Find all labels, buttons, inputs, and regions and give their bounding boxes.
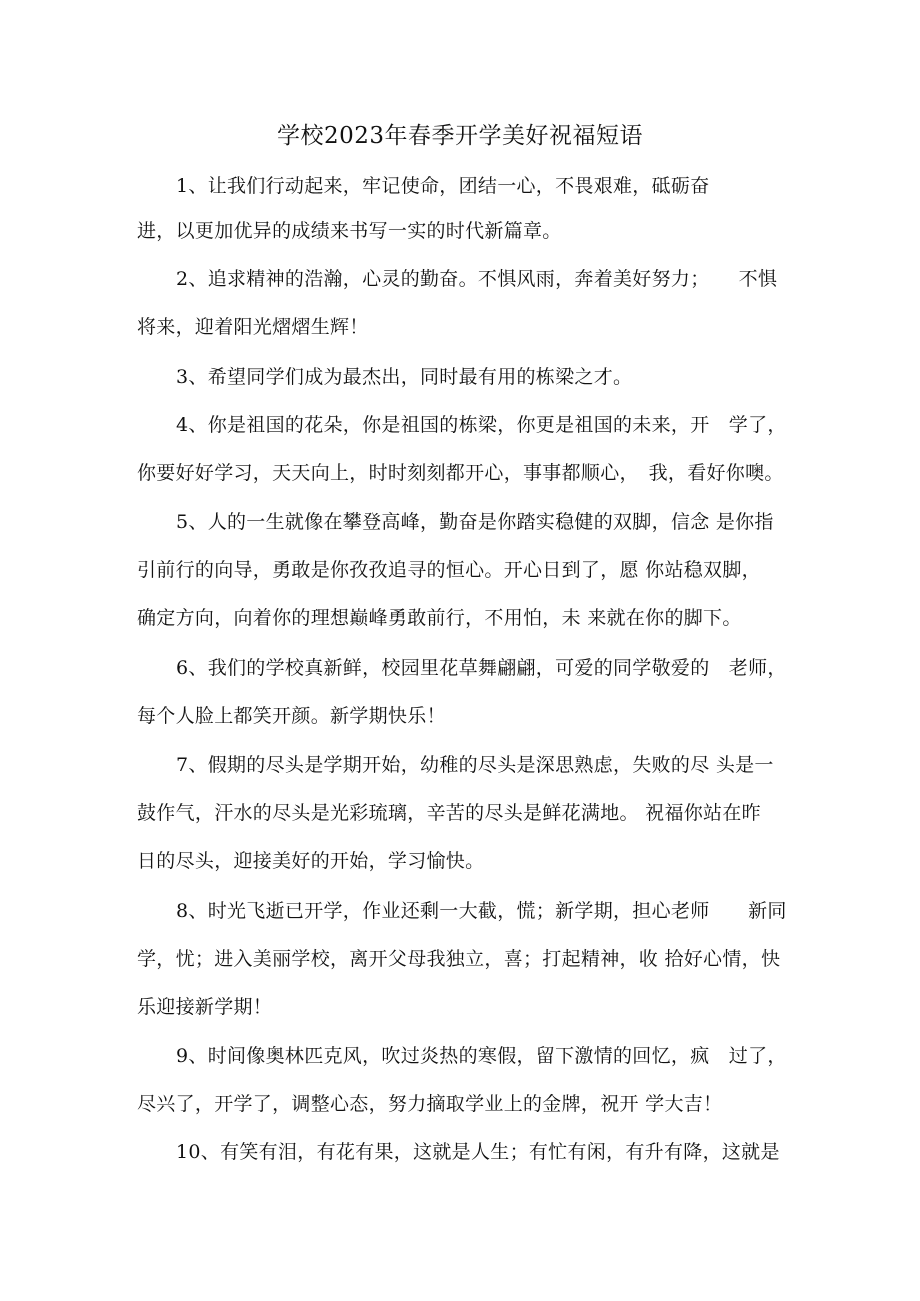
paragraph-5-line-1: 5、人的一生就像在攀登高峰，勤奋是你踏实稳健的双脚，信念 是你指 <box>176 511 774 533</box>
paragraph-4-line-1: 4、你是祖国的花朵，你是祖国的栋梁，你更是祖国的未来，开 学了， <box>176 414 787 436</box>
paragraph-9-line-1: 9、时间像奥林匹克风，吹过炎热的寒假，留下激情的回忆，疯 过了， <box>176 1045 787 1067</box>
paragraph-1-line-1: 1、让我们行动起来，牢记使命，团结一心，不畏艰难，砥砺奋 <box>176 175 710 197</box>
paragraph-8-line-3: 乐迎接新学期！ <box>137 996 273 1018</box>
paragraph-6-line-1: 6、我们的学校真新鲜，校园里花草舞翩翩，可爱的同学敬爱的 老师， <box>176 657 787 679</box>
paragraph-8-line-1: 8、时光飞逝已开学，作业还剩一大截，慌；新学期，担心老师 新同 <box>176 900 787 922</box>
paragraph-9-line-2: 尽兴了，开学了，调整心态，努力摘取学业上的金牌，祝开 学大吉！ <box>137 1093 723 1115</box>
paragraph-8-line-2: 学，忧；进入美丽学校，离开父母我独立，喜；打起精神，收 拾好心情，快 <box>137 948 781 970</box>
paragraph-2-line-2: 将来，迎着阳光熠熠生辉！ <box>137 316 369 338</box>
paragraph-5-line-3: 确定方向，向着你的理想巅峰勇敢前行，不用怕，未 来就在你的脚下。 <box>137 607 742 629</box>
paragraph-5-line-2: 引前行的向导，勇敢是你孜孜追寻的恒心。开心日到了，愿 你站稳双脚， <box>137 559 761 581</box>
paragraph-2-line-1: 2、追求精神的浩瀚，心灵的勤奋。不惧风雨，奔着美好努力； 不惧 <box>176 268 778 290</box>
paragraph-1-line-2: 进，以更加优异的成绩来书写一实的时代新篇章。 <box>137 220 562 242</box>
paragraph-3-line-1: 3、希望同学们成为最杰出，同时最有用的栋梁之才。 <box>176 366 633 388</box>
document-title: 学校2023年春季开学美好祝福短语 <box>276 123 644 149</box>
paragraph-6-line-2: 每个人脸上都笑开颜。新学期快乐！ <box>137 705 446 727</box>
paragraph-7-line-3: 日的尽头，迎接美好的开始，学习愉快。 <box>137 850 485 872</box>
paragraph-4-line-2: 你要好好学习，天天向上，时时刻刻都开心，事事都顺心， 我，看好你噢。 <box>137 462 784 484</box>
paragraph-10-line-1: 10、有笑有泪，有花有果，这就是人生；有忙有闲，有升有降，这就是 <box>176 1141 780 1163</box>
paragraph-7-line-2: 鼓作气，汗水的尽头是光彩琉璃，辛苦的尽头是鲜花满地。 祝福你站在昨 <box>137 802 761 824</box>
paragraph-7-line-1: 7、假期的尽头是学期开始，幼稚的尽头是深思熟虑，失败的尽 头是一 <box>176 754 774 776</box>
